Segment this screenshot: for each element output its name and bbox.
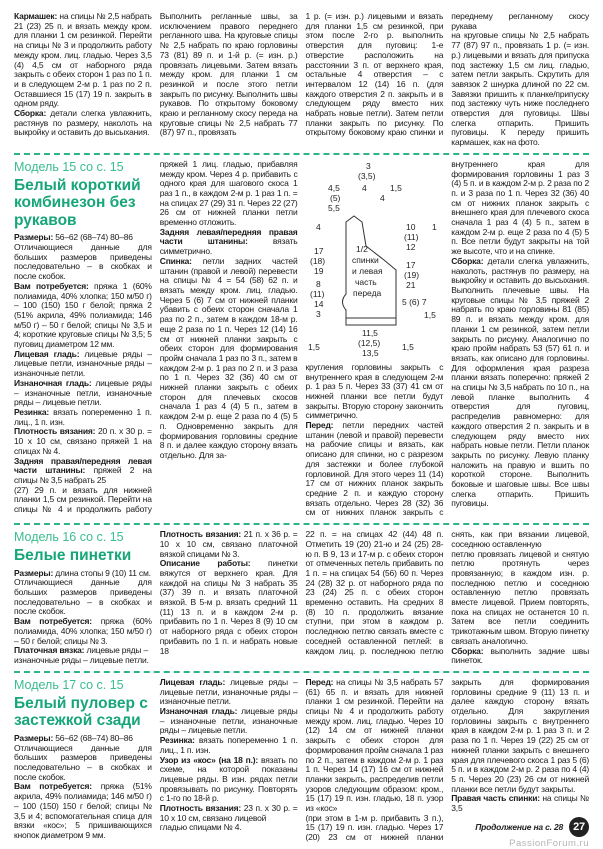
section-model-17 (14, 678, 589, 849)
paragraph-text: вязать попеременно 1 п. лиц., 1 п. изн. (159, 735, 298, 755)
paragraph-text: (27) 29 п. и вязать для нижней планки 1,5 см резинкой. Перейти на спицы № 4 и продолжить работу пряжей 1 лиц. гладью, прибавляя между кром. Через 4 р. прибавить с одного края для шагового скоса 1 раз 1 п., в каждом 2-м р. 1 раз 1 п. = на спицах 27 (29) 31 п. Через 22 (27) 26 см от нижней планки петли временно отложить. (14, 158, 298, 515)
paragraph-text: 56–62 (68–74) 80–86 (53, 232, 133, 243)
paragraph-text: Отличающиеся данные для больших размеров приведены последовательно – в скобках и после скобок. (14, 577, 152, 617)
paragraph-heading: Узор из «кос» (на 18 п.): (159, 754, 259, 765)
diagram-label: 1 (431, 221, 437, 232)
paragraph-text: изнаночные ряды – лицевые петли. (14, 654, 149, 665)
paragraph (14, 408, 152, 427)
paragraph-text: выполнить задние швы пинеток. (451, 645, 589, 666)
watermark: PassionForum.ru (509, 837, 589, 849)
paragraph (306, 678, 444, 814)
paragraph (160, 257, 298, 461)
paragraph-text: гладью спицами № 4. (159, 822, 242, 833)
paragraph-text: лицевые ряды – лицевые петли, изнаночные ряды – изнаночные петли. (159, 676, 298, 707)
paragraph (160, 736, 298, 755)
paragraph (451, 31, 589, 147)
paragraph (160, 228, 298, 257)
paragraph (451, 257, 589, 509)
section-top (14, 12, 589, 148)
paragraph-heading: Кармашек: (14, 11, 58, 21)
diagram-label: часть (354, 276, 377, 287)
model-title: Белый пуловер с застежкой сзади (14, 694, 148, 730)
paragraph-text: 1 р. (= изн. р.) лицевыми и вязать для планки 1,5 см резинкой, при этом после 2-го р. выполнить отверстия для пуговиц: 1-е отверстие расположить на расстоянии 3 п. от верхнего края, остальные 4 отверстия – с интервалом 12 (14) 16 п. (для каждого отверстия 2 п. закрыть и в следующем ряду вместо них набрать новые петли). Затем петли планки закрыть по рисунку. По открытому боковому краю спинки и переднему регланному скосу рукава (305, 11, 589, 138)
paragraph (14, 656, 152, 666)
diagram-label: и левая (351, 265, 383, 276)
paragraph (14, 744, 152, 783)
paragraph-heading: Сборка: (451, 255, 484, 266)
diagram-label: 5,5 (327, 202, 340, 213)
paragraph-heading: Плотность вязания: (159, 803, 242, 814)
paragraph (160, 823, 298, 833)
diagram-label: 13,5 (361, 347, 379, 358)
diagram-label: 1,5 (401, 341, 414, 352)
diagram-label: 1,5 (423, 309, 436, 320)
paragraph (14, 379, 152, 408)
paragraph-heading: Плотность вязания: (159, 529, 242, 540)
paragraph-heading: Описание работы: (159, 558, 251, 569)
paragraph-text: (при этом в 1-м р. прибавить 3 п.), 15 (17) 19 п. изн. гладью. Через 17 (20) 23 см от нижней планки закрыть для формирования горловины средние 9 (11) 13 п. и далее каждую сторону вязать отдельно. Для закругления горловины закрыть с внутреннего края в каждом 2-м р. 1 раз 3 п. и 2 раза по 1 п. Через 19 (22) 25 см от нижней планки закрыть с внешнего края для плечевого скоса 1 раз 5 (6) 5 п. и в каждом 2-м р. 2 раза по 4 (4) 5 п. Через 20 (23) 26 см от нижней планки все петли будут закрыты. (305, 676, 589, 843)
paragraph-heading: Резинка: (14, 407, 49, 417)
page-number: 27 (569, 817, 589, 837)
paragraph (14, 243, 152, 282)
paragraph (14, 617, 152, 646)
paragraph (14, 282, 152, 350)
paragraph-text: детали слегка увлажнить, растянув по размеру, наколоть на выкройку и оставить до высыхания. (14, 108, 152, 138)
paragraph-heading: Размеры: (14, 567, 54, 578)
diagram-label: 10 (405, 221, 415, 232)
diagram-label: 11,5 (361, 327, 378, 338)
paragraph-text: кругления горловины закрыть с внутреннего края в следующем 2-м р. 1 раз 5 п. Через 33 (37) 41 см от нижней планки все петли будут закрыты. Вторую сторону закончить симметрично. (305, 361, 444, 421)
model-label: Модель 15 со с. 15 (14, 159, 124, 174)
diagram-label: 19 (313, 265, 323, 276)
diagram-label: 1,5 (307, 341, 320, 352)
paragraph-text: пряжа (60% полиамида, 40% хлопка; 150 м/50 г) – 50 г белой; спицы № 3. (14, 616, 152, 646)
paragraph-text: 23 п. x 30 р. = 10 x 10 см, связано лицевой (159, 803, 298, 823)
diagram-label: (11) (309, 288, 324, 299)
diagram-label: (11) (403, 231, 418, 242)
continued-note: Продолжение на с. 28 (475, 821, 563, 832)
paragraph-text: петли передних частей штанин (левой и правой) перевести на рабочие спицы и вязать, как описано для спинки, но с разрезом для застежки и более глубокой горловиной. Для этого через 11 (14) 17 см от нижних планок закрыть средние 2 п. и каждую сторону вязать отдельно. Через 28 (32) 36 см от нижних планок закрыть с внутреннего края для формирования горловины 1 раз 3 (4) 5 п. и в каждом 2-м р. 2 раза по 2 п. и 3 раза по 1 п. Через 32 (36) 40 см от нижних планок закрыть с внешнего края для плечевого скоса сначала 1 раз 4 (4) 5 п., затем в каждом 2-м р. еще 2 раза по 4 (5) 5 п. Все петли будут закрыты на той же высоте, что и на спинке. (305, 158, 589, 518)
paragraph (14, 12, 152, 109)
diagram-label: (12,5) (357, 337, 380, 348)
paragraph-heading: Задняя левая/передняя правая части штанины: (159, 226, 298, 247)
paragraph (14, 109, 152, 138)
diagram-label: 1/2 (355, 243, 368, 254)
paragraph-heading: Сборка: (14, 108, 47, 119)
diagram-label: 17 (405, 259, 415, 270)
paragraph-text: вязать попеременно 1 п. лиц., 1 п. изн. (14, 407, 152, 427)
paragraph (160, 12, 298, 138)
paragraph-text: на круговые спицы № 2,5 набрать 77 (87) 97 п., провязать 1 р. (= изн. р.) лицевыми и вязать для припуска под застежку 1,5 см лиц. гладью, затем петли закрыть. Скрутить для завязок 2 шнурка длиной по 22 см. Завязки пришить к планке/припуску под застежку чуть ниже последнего отверстия для пуговицы. Швы слегка отпарить. Пришить пуговицы. К переду пришить кармашек, как на фото. (451, 30, 589, 148)
paragraph-text: вязать симметрично. (159, 236, 298, 257)
paragraph-heading: Платочная вязка: (14, 645, 85, 656)
paragraph (14, 457, 152, 486)
page-footer (451, 817, 589, 849)
diagram-label: 3 (365, 160, 371, 171)
paragraph (160, 678, 298, 707)
paragraph-text: 56–62 (68–74) 80–86 (53, 732, 133, 743)
paragraph (451, 794, 589, 813)
paragraph-text: на спицы № 3,5 набрать 57 (61) 65 п. и вязать для нижней планки 1 см резинкой. Перейти на спицы № 4 и продолжить работу между кром. лиц. гладью. Через 10 (12) 14 см от нижней планки закрыть с обеих сторон для формирования пройм сначала 1 раз по 2 п., затем в каждом 2-м р. 1 раз 1 п. Через 14 (17) 16 см от нижней планки закрыть, распределив петли узоров следующим образом: кром., 15 (17) 19 п. изн. гладью, 18 п. узор из «кос» (305, 676, 444, 814)
diagram-label: 4 (315, 221, 321, 232)
paragraph (306, 363, 444, 421)
paragraph-heading: Задняя правая/передняя левая части штанины: (14, 455, 152, 476)
paragraph-heading: Вам потребуется: (14, 781, 92, 792)
diagram-label: 21 (405, 279, 415, 290)
paragraph-heading: Сборка: (451, 645, 484, 656)
paragraph-text: на спицы № 2,5 набрать 21 (23) 25 п. и вязать между кром. для планки 1 см резинкой. Перейти на спицы № 3 и продолжить работу между кром. лиц. гладью. Через 3,5 (4) 4,5 см от наборного ряда закрыть с обеих сторон 1 раз по 1 п. и в следующем 2-м р. 1 раз по 2 п. Оставшиеся 15 (17) 19 п. закрыть в одном ряду. (14, 11, 152, 109)
diagram-label: 8 (315, 278, 321, 289)
diagram-label: 4 (361, 182, 367, 193)
paragraph-text: Выполнить регланные швы, за исключением правого переднего регланного шва. На круговые спицы № 2,5 набрать по краю горловины 73 (81) 89 п. и 1-й р. (= изн. р.) провязать лицевыми. Затем вязать между кром. для планки 1 см резинкой и после этого петли закрыть по рисунку. Выполнить швы рукавов. По открытому боковому краю и регланному скосу переда на круговые спицы № 2,5 набрать 77 (87) 97 п., провязать (159, 11, 298, 138)
paragraph (14, 782, 152, 840)
paragraph-heading: Вам потребуется: (14, 280, 89, 291)
diagram-label: 4 (379, 192, 385, 203)
paragraph-text: пинетки вяжутся от верхнего края. Для каждой на спицы № 3 набрать 35 (37) 39 п. и вязать платочной вязкой. В 5-м р. вязать средний 11 (11) 13 п. и в каждом 2-м р. прибавить по 1 п. Через 8 (9) 10 см от наборного ряда с обеих сторон прибавить по 1 п. и набрать новые 18 (159, 558, 298, 656)
paragraph-text: 20 п. x 30 р. = 10 x 10 см, связано пряжей 1 на спицах № 4. (14, 426, 152, 456)
diagram-label: спинки (351, 254, 379, 265)
model-label: Модель 16 со с. 15 (14, 530, 124, 545)
diagram-label: (18) (309, 255, 325, 266)
paragraph-heading: Изнаночная гладь: (159, 706, 238, 717)
paragraph-text: пряжа 1 (60% полиамида, 40% хлопка; 150 м/50 г) – 100 (150) 150 г белой; пряжа 2 (51% акрила, 49% полиамида; 146 м/50 г) – 50 г белой; спицы № 3,5 и 4; короткие круговые спицы № 3,5; 5 пуговиц диаметром 12 мм. (14, 280, 152, 350)
section-model-16 (14, 530, 589, 666)
paragraph-text: Отличающиеся данные для больших размеров приведены последовательно – в скобках и после скобок. (14, 742, 152, 782)
section-model-15 (14, 160, 589, 518)
diagram-label: 17 (313, 245, 323, 256)
paragraph (160, 559, 298, 656)
paragraph-heading: Лицевая гладь: (14, 348, 80, 359)
section-divider (14, 523, 589, 525)
paragraph-text: пряжей 2 на спицы № 3,5 набрать 25 (14, 465, 152, 485)
paragraph-text: лицевые ряды – изнаночные петли, изнаночные ряды – лицевые петли. (14, 377, 152, 408)
paragraph-heading: Вам потребуется: (14, 616, 92, 627)
section-divider (14, 153, 589, 155)
paragraph (451, 550, 589, 647)
diagram-label: 14 (313, 298, 323, 309)
paragraph-text: лицевые ряды – (84, 645, 148, 656)
model-title: Белые пинетки (14, 547, 132, 565)
paragraph-text: вязать по схеме, на которой показаны лицевые ряды. В изн. рядах петли провязывать по рисунку. Повторять с 1-го по 18-й р. (159, 754, 298, 804)
section-divider (14, 671, 589, 673)
paragraph-heading: Перед: (305, 676, 334, 687)
paragraph-heading: Перед: (305, 420, 334, 431)
paragraph-text: 22 п. = на спицах 42 (44) 48 п. Отметить 19 (20) 21-ю и 24 (25) 28-ю п. В 9, 13 и 17-м р. с обеих сторон от отмеченных петель прибавить по 1 п. = на спицах 54 (56) 60 п. Через 24 (28) 32 р. от наборного ряда по 23 (24) 25 п. с обеих сторон временно оставить. На средних 8 (8) 10 п. продолжить вязание ступни, при этом в каждом р. последнюю петлю связать вместе с соседней оставленной петлей: в каждом лиц. р. последнюю петлю снять, как при вязании лицевой, соседнюю оставленную (305, 529, 589, 656)
paragraph-heading: Лицевая гладь: (159, 676, 226, 687)
paragraph-text: петли задних частей штанин (правой и левой) перевести на спицы № 4 = 54 (58) 62 п. и вязать между кром. лиц. гладью. Через 5 (6) 7 см от нижней планки убавить с обеих сторон сначала 1 раз по 2 п., затем в каждом 18-м р. еще 2 раза по 1 п. Через 12 (14) 16 см от нижней планки закрыть с обеих сторон для формирования пройм сначала 1 раз по 3 п., затем в каждом 2-м р. 1 раз по 2 п. и 3 раза по 1 п. Через 32 (36) 40 см от нижней планки закрыть с обеих сторон для плечевых скосов сначала 1 раз 4 (4) 5 п., затем в каждом 2-м р. еще 2 раза по 4 (5) 5 п. Одновременно закрыть для формирования горловины средние 8 п. и далее каждую сторону вязать отдельно. Для за- (159, 255, 298, 460)
paragraph (451, 647, 589, 666)
paragraph (14, 350, 152, 379)
diagram-label: 12 (405, 241, 415, 252)
diagram-label: переда (352, 287, 381, 298)
diagram-label: (3,5) (357, 170, 375, 181)
paragraph-text: пряжа (51% акрила, 49% полиамида; 146 м/50 г) – 100 (150) 150 г белой; спицы № 3,5 и 4; вспомогательная спица для вязки «кос»; 5 пришивающихся кнопок диаметром 9 мм. (14, 781, 152, 840)
paragraph (14, 427, 152, 456)
diagram-label: 5 (6) 7 (401, 296, 427, 307)
paragraph-heading: Резинка: (159, 735, 195, 746)
pattern-diagram (306, 160, 443, 360)
paragraph (160, 756, 298, 805)
paragraph-heading: Размеры: (14, 732, 54, 743)
diagram-label: 4,5 (327, 182, 340, 193)
paragraph-heading: Изнаночная гладь: (14, 377, 92, 388)
paragraph-text: детали слегка увлажнить, наколоть, растянув по размеру, на выкройку и оставить до высыхания. Выполнить плечевые швы. На круговые спицы № 3,5 пряжей 2 набрать по краю горловины 81 (85) 89 п. и вязать между кром. для планки 1 см резинкой, затем петли закрыть по рисунку. Аналогично по краю пройм набрать 53 (57) 61 п. и вязать, как описано для горловины. Для оформления края разреза планки вязать поперечно: пряжей 2 на спицы № 3,5 набрать по 10 п., на левой планке выполнить 4 отверстия для пуговиц, распределив равномерно: для каждого отверстия 2 п. закрыть и в следующем ряду вместо них набрать новые петли. Петли планок закрыть по рисунку. Левую планку наложить на правую и вшить по короткой стороне. Выполнить боковые и шаговые швы. Все швы слегка отпарить. Пришить пуговицы. (451, 255, 589, 509)
paragraph-heading: Спинка: (159, 255, 192, 266)
paragraph-text: Отличающиеся данные для больших размеров приведены последовательно – в скобках и после скобок. (14, 242, 152, 282)
paragraph (14, 578, 152, 617)
diagram-label: (19) (403, 269, 419, 280)
footer-row (451, 817, 589, 837)
paragraph-heading: Размеры: (14, 232, 54, 243)
paragraph-heading: Плотность вязания: (14, 426, 96, 437)
paragraph-text: на спицы № 3,5 (451, 793, 589, 814)
magazine-page (14, 12, 589, 849)
paragraph-text: лицевые ряды – изнаночные петли, изнаночные ряды – лицевые петли. (159, 706, 298, 736)
paragraph-text: длина стопы 9 (10) 11 см. (53, 567, 151, 578)
diagram-label: 1,5 (389, 182, 402, 193)
paragraph (160, 530, 298, 559)
paragraph-text: петлю провязать лицевой и снятую петлю протянуть через провязанную; в каждом изн. р. последнюю петлю и соседнюю оставленную петлю провязать вместе лицевой. Прием повторять, пока на спицах не останется 10 п. Затем все петли соединить трикотажным швом. Вторую пинетку связать аналогично. (451, 548, 589, 646)
paragraph-text: лицевые ряды – лицевые петли, изнаночные ряды – изнаночные петли. (14, 348, 152, 379)
paragraph-text: 21 п. x 36 р. = 10 x 10 см, связано платочной вязкой спицами № 3. (159, 529, 298, 559)
diagram-label: (5) (329, 192, 340, 203)
paragraph (160, 804, 298, 823)
diagram-label: 3 (315, 308, 321, 319)
paragraph (160, 707, 298, 736)
model-title: Белый короткий комбинезон без рукавов (14, 176, 141, 229)
model-label: Модель 17 со с. 15 (14, 677, 124, 692)
paragraph-heading: Правая часть спинки: (451, 793, 540, 804)
